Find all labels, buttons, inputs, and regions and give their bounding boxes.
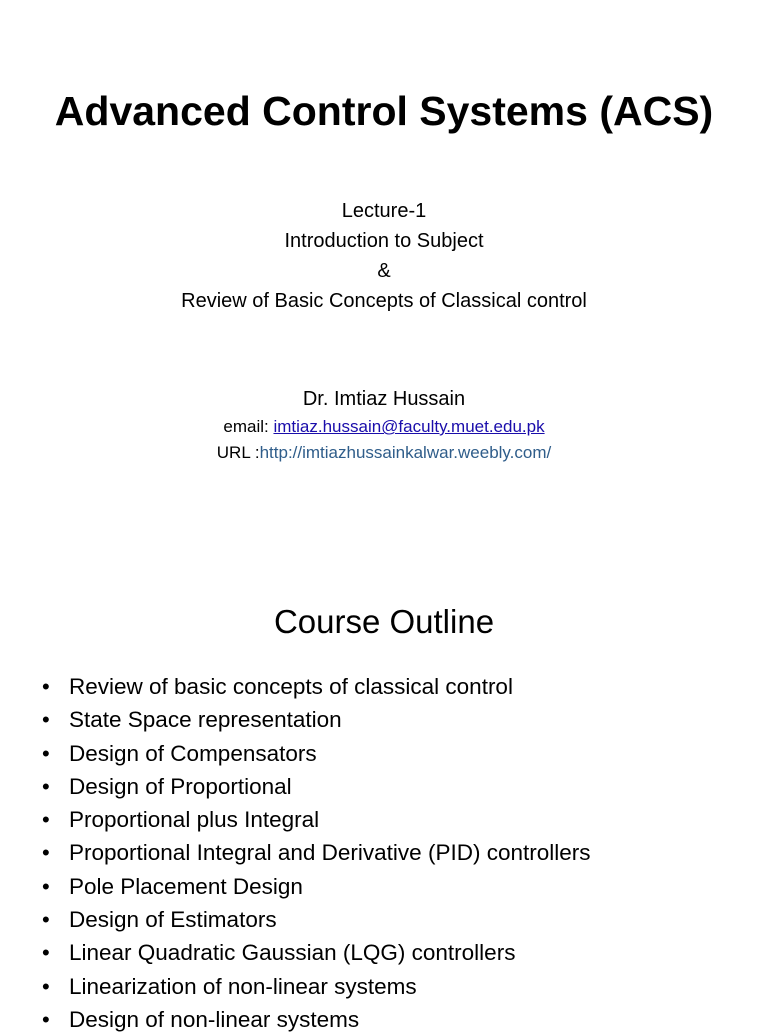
list-item-text: Design of non-linear systems [69,1006,360,1032]
list-item [42,936,752,969]
list-item [42,737,752,770]
list-item-text: State Space representation [69,707,342,733]
outline-title: Course Outline [273,603,495,640]
bullet-icon: • [42,807,50,833]
course-outline-slide [0,560,768,1032]
subtitle-line: Introduction to Subject [284,230,484,252]
list-item-text: Proportional plus Integral [69,807,320,833]
list-item-text: Design of Compensators [69,740,317,766]
list-item [42,770,752,803]
bullet-icon: • [42,840,50,866]
bullet-icon: • [42,873,50,899]
list-item [42,836,752,869]
lecture-subtitle [0,196,768,316]
subtitle-line: Lecture-1 [341,200,427,222]
bullet-icon: • [42,674,50,699]
outline-list [42,670,752,1036]
url-line [0,440,768,466]
list-item [42,970,752,1003]
author-name: Dr. Imtiaz Hussain [302,388,466,410]
list-item [42,903,752,936]
url-label: URL : [216,443,260,462]
bullet-icon: • [42,740,50,766]
list-item [42,870,752,903]
bullet-icon: • [42,907,50,933]
list-item [42,1003,752,1036]
list-item-text: Review of basic concepts of classical control [69,674,513,699]
list-item-text: Design of Proportional [69,773,292,799]
list-item-text: Proportional Integral and Derivative (PID) controllers [69,840,591,866]
bullet-icon: • [42,707,50,733]
bullet-icon: • [42,973,50,999]
bullet-icon: • [42,773,50,799]
email-label: email: [223,417,274,436]
url-link[interactable]: http://imtiazhussainkalwar.weebly.com/ [259,443,552,462]
list-item [42,803,752,836]
email-line [0,414,768,440]
list-item-text: Linearization of non-linear systems [69,973,417,999]
slide-title: Advanced Control Systems (ACS) [54,88,714,134]
subtitle-line: Review of Basic Concepts of Classical control [181,290,587,312]
list-item [42,703,752,736]
list-item-text: Design of Estimators [69,907,277,933]
bullet-icon: • [42,1006,50,1032]
email-link[interactable]: imtiaz.hussain@faculty.muet.edu.pk [273,417,545,436]
list-item [42,670,752,703]
author-info [0,384,768,466]
list-item-text: Linear Quadratic Gaussian (LQG) controllers [69,940,516,966]
subtitle-line: & [377,260,391,282]
bullet-icon: • [42,940,50,966]
list-item-text: Pole Placement Design [69,873,303,899]
